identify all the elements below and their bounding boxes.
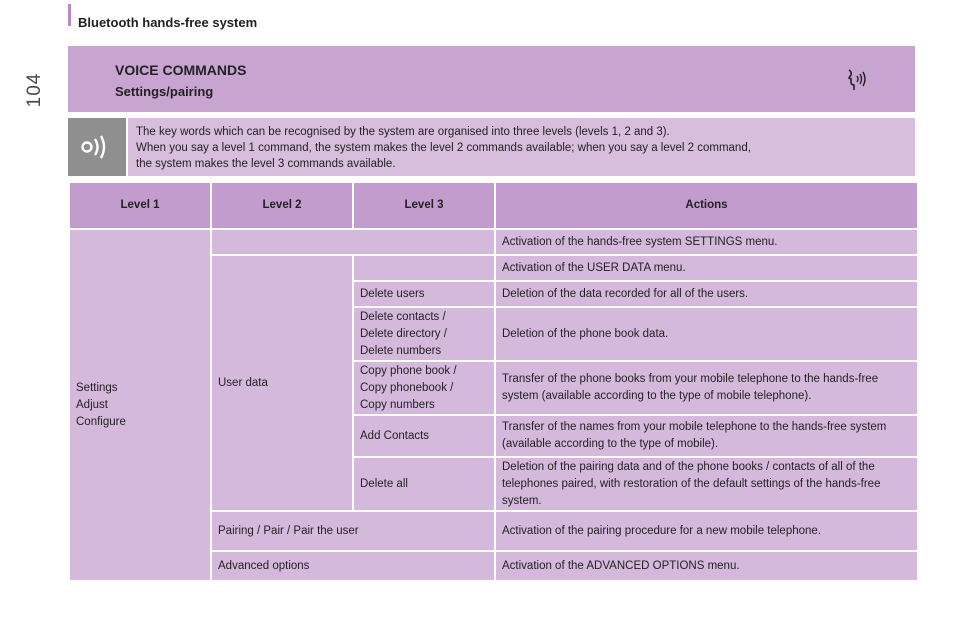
level3-cell: Delete contacts / Delete directory / Delete numbers — [354, 308, 494, 360]
level3-cell: Add Contacts — [354, 416, 494, 456]
intro-line: When you say a level 1 command, the system makes the level 2 commands available; when you say a level 2 command, — [136, 142, 751, 154]
level3-cell: Copy phone book / Copy phonebook / Copy numbers — [354, 362, 494, 414]
intro-line: The key words which can be recognised by the system are organised into three levels (levels 1, 2 and 3). — [136, 126, 670, 138]
voice-commands-table — [68, 181, 919, 582]
action-cell: Activation of the USER DATA menu. — [496, 256, 917, 280]
voice-commands-header — [68, 46, 915, 112]
table-header-row — [70, 183, 917, 228]
action-cell: Transfer of the phone books from your mobile telephone to the hands-free system (available according to the type of mobile telephone). — [496, 362, 917, 414]
section-title: Bluetooth hands-free system — [78, 15, 258, 30]
level3-cell: Delete all — [354, 458, 494, 510]
action-cell: Deletion of the pairing data and of the phone books / contacts of all of the telephones paired, with restoration of the default settings of the hands-free system. — [496, 458, 917, 510]
level1-cell: Settings Adjust Configure — [70, 230, 210, 580]
level3-cell: Delete users — [354, 282, 494, 306]
section-accent-bar — [68, 4, 71, 26]
speaking-head-icon — [843, 66, 871, 94]
empty-cell — [354, 256, 494, 280]
column-header: Level 1 — [70, 183, 210, 228]
level2-cell: Pairing / Pair / Pair the user — [212, 512, 494, 550]
voice-waves-icon — [80, 132, 114, 162]
action-cell: Deletion of the data recorded for all of the users. — [496, 282, 917, 306]
header-subtitle: Settings/pairing — [115, 84, 214, 99]
level2-cell: Advanced options — [212, 552, 494, 580]
intro-text — [128, 118, 915, 176]
column-header: Level 2 — [212, 183, 352, 228]
column-header: Actions — [496, 183, 917, 228]
intro-icon-box — [68, 118, 126, 176]
empty-cell — [212, 230, 494, 254]
action-cell: Activation of the pairing procedure for a new mobile telephone. — [496, 512, 917, 550]
action-cell: Activation of the hands-free system SETTINGS menu. — [496, 230, 917, 254]
column-header: Level 3 — [354, 183, 494, 228]
header-title: VOICE COMMANDS — [115, 62, 247, 78]
action-cell: Transfer of the names from your mobile telephone to the hands-free system (available according to the type of mobile). — [496, 416, 917, 456]
level2-cell: User data — [212, 256, 352, 510]
action-cell: Activation of the ADVANCED OPTIONS menu. — [496, 552, 917, 580]
page-number: 104 — [24, 72, 45, 108]
table-row — [70, 230, 917, 254]
intro-line: the system makes the level 3 commands available. — [136, 158, 396, 170]
action-cell: Deletion of the phone book data. — [496, 308, 917, 360]
